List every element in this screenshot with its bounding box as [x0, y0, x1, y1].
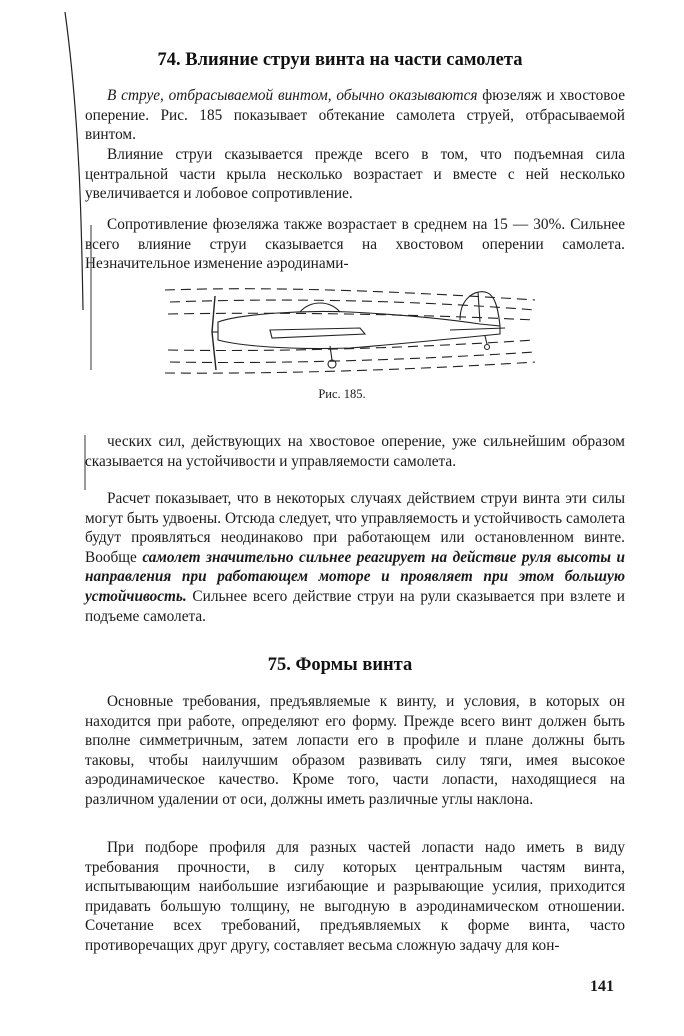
page-number: 141 [590, 978, 614, 995]
paragraph-6 [85, 692, 625, 810]
figure-caption: Рис. 185. [318, 387, 366, 401]
paragraph-6-text: Основные требования, предъявляемые к винту, и условия, в которых он находится при работе, определяют его форму. Прежде всего винт должен быть вполне симметричным, затем лопасти его в профиле и плане должны быть таковы, чтобы наилучшим образом развивать силу тяги, имея высокое аэродинамическое качество. Кроме того, части лопасти, находящиеся на различном удалении от оси, должны иметь различные углы наклона. [85, 693, 625, 808]
paragraph-4-text: ческих сил, действующих на хвостовое оперение, уже сильнейшим образом сказывается на устойчивости и управляемости самолета. [85, 433, 625, 470]
paragraph-2-text: Влияние струи сказывается прежде всего в том, что подъемная сила центральной части крыла несколько возрастает и вместе с ней несколько увеличивается и лобовое сопротивление. [85, 146, 625, 203]
figure-185-airplane-slipstream [160, 278, 540, 378]
paragraph-2 [85, 145, 625, 204]
paragraph-5-text-b: Сильнее всего действие струи на рули сказывается при взлете и подъеме самолета. [85, 587, 625, 625]
paragraph-5 [85, 489, 625, 626]
section-75-heading: 75. Формы винта [267, 655, 413, 675]
paragraph-5-bold-italic: самолет значительно сильнее реагирует на действие руля высоты и направления при работающем моторе и проявляет при этом большую устойчивость. [85, 548, 625, 605]
paragraph-1-text: фюзеляж и хвостовое оперение. Рис. 185 показывает обтекание самолета струей, отбрасываемой винтом. [85, 87, 625, 144]
paragraph-1 [85, 86, 625, 145]
paragraph-7 [85, 838, 625, 956]
paragraph-7-text: При подборе профиля для разных частей лопасти надо иметь в виду требования прочности, в силу которых центральным частям винта, испытывающим наибольшие изгибающие и разрывающие усилия, приходится придавать большую толщину, не выгодную в аэродинамическом отношении. Сочетание всех требований, предъявляемых к форме винта, часто противоречащих друг другу, составляет весьма сложную задачу для кон- [85, 839, 625, 954]
section-74-heading: 74. Влияние струи винта на части самолета [157, 50, 523, 70]
paragraph-3-text: Сопротивление фюзеляжа также возрастает в среднем на 15 — 30%. Сильнее всего влияние струи сказывается на хвостовом оперении самолета. Незначительное изменение аэродинами- [85, 216, 625, 273]
paragraph-1-italic: В струе, отбрасываемой винтом, обычно оказываются [107, 87, 478, 104]
paragraph-3 [85, 215, 625, 274]
paragraph-5-text-a: Расчет показывает, что в некоторых случаях действием струи винта эти силы могут быть удвоены. Отсюда следует, что управляемость и устойчивость самолета будут проявляться неодинаково при работающем или остановленном винте. Вообще [85, 490, 625, 566]
paragraph-4 [85, 432, 625, 471]
